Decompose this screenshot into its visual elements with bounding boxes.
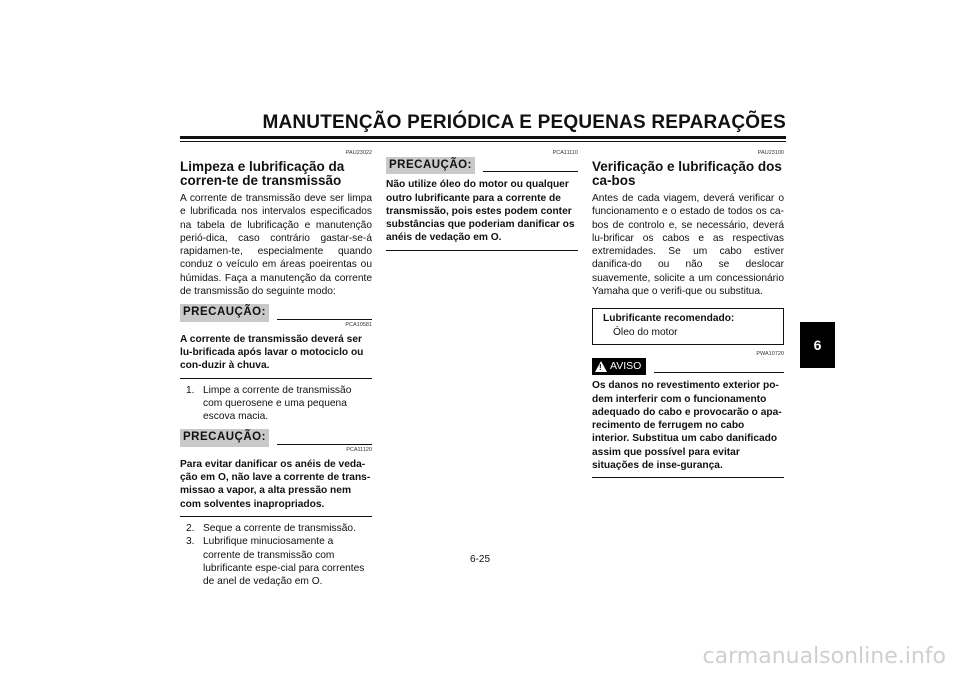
warning-label	[592, 358, 646, 375]
warning-label-text: AVISO	[610, 359, 642, 372]
recommended-lubricant-box	[592, 308, 784, 345]
caution-code: PCA10581	[345, 321, 372, 328]
caution-block-2	[180, 429, 372, 516]
step-text: Seque a corrente de transmissão.	[203, 522, 356, 534]
warning-triangle-icon: !	[595, 361, 607, 372]
caution-header	[386, 157, 578, 174]
caution-rule	[277, 319, 372, 320]
lubricant-value: Óleo do motor	[613, 326, 678, 338]
caution-rule	[277, 444, 372, 445]
warning-block	[592, 351, 784, 478]
step-number: 3.	[186, 536, 195, 548]
lubricant-title: Lubrificante recomendado:	[603, 313, 735, 325]
section-heading-cables: Verificação e lubrificação dos ca-bos	[592, 159, 782, 188]
caution-block-3	[386, 150, 578, 251]
caution-label: PRECAUÇÃO:	[386, 157, 475, 174]
warning-rule	[654, 372, 784, 373]
caution-text: Não utilize óleo do motor ou qualquer outro lubrificante para a corrente de transmissão, pois estes podem conter substâncias que poderiam danificar os anéis de vedação em O.	[386, 178, 578, 250]
caution-text: Para evitar danificar os anéis de veda-ção em O, não lave a corrente de trans-missao a vapor, a alta pressão nem com solventes inapropriados.	[180, 458, 372, 517]
section-heading-chain: Limpeza e lubrificação da corren-te de transmissão	[180, 159, 345, 188]
caution-rule	[483, 171, 578, 172]
caution-header	[180, 304, 372, 321]
section-code: PAU23022	[345, 150, 372, 156]
page-title: MANUTENÇÃO PERIÓDICA E PEQUENAS REPARAÇÕES	[262, 112, 786, 133]
watermark: carmanualsonline.info	[702, 644, 946, 669]
column-right	[592, 150, 784, 478]
chain-intro-paragraph: A corrente de transmissão deve ser limpa e lubrificada nos intervalos especificados na tabela de lubrificação e manutenção perió-dica, caso contrário gastar-se-á rapidamen-te, especialmente quando conduz o veículo em áreas poeirentas ou húmidas. Faça a manutenção da corrente de transmissão do seguinte modo:	[180, 193, 372, 298]
caution-block-1	[180, 304, 372, 378]
chapter-tab: 6	[800, 322, 835, 368]
step-text: Limpe a corrente de transmissão com querosene e uma pequena escova macia.	[203, 384, 352, 423]
caution-header	[180, 429, 372, 446]
cables-intro-paragraph: Antes de cada viagem, deverá verificar o funcionamento e o estado de todos os ca-bos de controlo e, se necessário, deverá lu-brificar os cabos e as respectivas extremidades. Se um cabo estiver danifica-do ou não se deslocar suavemente, solicite a um concessionário Yamaha que o verifi-que ou substitua.	[592, 193, 784, 298]
column-middle	[386, 150, 578, 251]
caution-label: PRECAUÇÃO:	[180, 304, 269, 321]
step-list-2	[180, 522, 372, 588]
section-code: PAU23100	[757, 150, 784, 156]
warning-header	[592, 358, 784, 375]
page-number: 6-25	[469, 554, 490, 565]
warning-code: PWA10720	[756, 350, 784, 357]
step-list-1	[180, 384, 372, 424]
list-item	[186, 384, 372, 424]
column-left	[180, 150, 372, 588]
caution-code: PCA11110	[552, 150, 578, 156]
warning-text: Os danos no revestimento exterior po-dem interferir com o funcionamento adequado do cabo e provocarão o apa-recimento de ferrugem no cabo interior. Substitua um cabo danificado assim que possível para evitar situações de inse-gurança.	[592, 379, 784, 478]
header-rule	[180, 136, 786, 139]
list-item	[186, 535, 372, 588]
list-item	[186, 522, 372, 535]
caution-label: PRECAUÇÃO:	[180, 429, 269, 446]
step-number: 2.	[186, 522, 195, 534]
caution-text: A corrente de transmissão deverá ser lu-brificada após lavar o motociclo ou con-duzir à chuva.	[180, 333, 372, 379]
caution-code: PCA11120	[346, 446, 372, 453]
step-text: Lubrifique minuciosamente a corrente de transmissão com lubrificante espe-cial para correntes de anel de vedação em O.	[203, 536, 365, 588]
header-rule-thin	[180, 141, 786, 142]
step-number: 1.	[186, 384, 195, 396]
